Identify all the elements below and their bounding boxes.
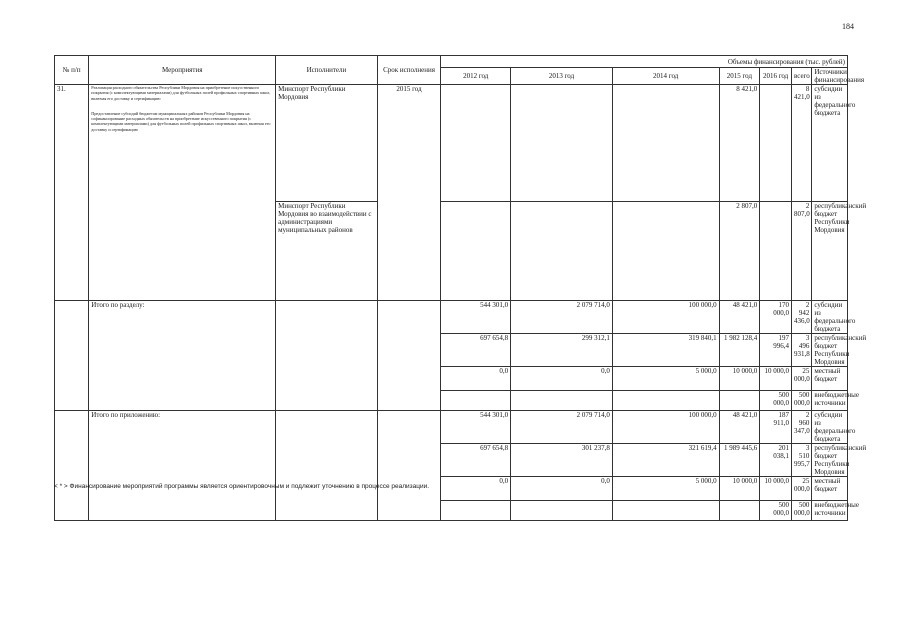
appendix-r3-source: местный бюджет xyxy=(812,477,848,501)
appendix-r3-2016: 10 000,0 xyxy=(760,477,792,501)
appendix-r3-2012: 0,0 xyxy=(441,477,511,501)
appendix-r2-source: республиканский бюджет Республики Мордовия xyxy=(812,444,848,477)
section-r3-2016: 10 000,0 xyxy=(760,367,792,391)
section-r3-2012: 0,0 xyxy=(441,367,511,391)
header-2014: 2014 год xyxy=(612,68,719,85)
footnote: < * > Финансирование мероприятий программы является ориентировочным и подлежит уточнению в процессе реализации. xyxy=(54,483,430,490)
section-r4-2016: 500 000,0 xyxy=(760,391,792,411)
appendix-r3-2014: 5 000,0 xyxy=(612,477,719,501)
header-volumes: Объемы финансирования (тыс. рублей) xyxy=(441,56,848,68)
section-r3-source: местный бюджет xyxy=(812,367,848,391)
section-r4-total: 500 000,0 xyxy=(791,391,811,411)
header-sources: Источники финансирования xyxy=(812,68,848,85)
appendix-r1-2015: 48 421,0 xyxy=(719,411,760,444)
item31-row2-source: республиканский бюджет Республики Мордовия xyxy=(812,202,848,301)
section-r4-2015 xyxy=(719,391,760,411)
appendix-r1-2014: 100 000,0 xyxy=(612,411,719,444)
appendix-r1-source: субсидии из федерального бюджета xyxy=(812,411,848,444)
page-number: 184 xyxy=(842,22,854,31)
section-r1-source: субсидии из федерального бюджета xyxy=(812,301,848,334)
appendix-r2-2016: 201 038,1 xyxy=(760,444,792,477)
appendix-r4-2014 xyxy=(612,501,719,521)
item31-row2-2015: 2 807,0 xyxy=(719,202,760,301)
section-r2-total: 3 496 931,8 xyxy=(791,334,811,367)
appendix-total-label: Итого по приложению: xyxy=(89,411,276,521)
item31-row1-2015: 8 421,0 xyxy=(719,85,760,202)
item31-row1-source: субсидии из федерального бюджета xyxy=(812,85,848,202)
appendix-r1-2012: 544 301,0 xyxy=(441,411,511,444)
appendix-r4-2016: 500 000,0 xyxy=(760,501,792,521)
appendix-r3-total: 25 000,0 xyxy=(791,477,811,501)
appendix-r3-2015: 10 000,0 xyxy=(719,477,760,501)
appendix-r2-2012: 697 654,8 xyxy=(441,444,511,477)
header-executors: Исполнители xyxy=(276,56,378,85)
section-total-label: Итого по разделу: xyxy=(89,301,276,411)
item31-deadline: 2015 год xyxy=(377,85,441,301)
section-r4-2014 xyxy=(612,391,719,411)
financing-table xyxy=(54,55,867,521)
section-r2-source: республиканский бюджет Республики Мордовия xyxy=(812,334,848,367)
section-r3-2013: 0,0 xyxy=(511,367,613,391)
section-r3-2014: 5 000,0 xyxy=(612,367,719,391)
header-total: всего xyxy=(791,68,811,85)
section-r4-2013 xyxy=(511,391,613,411)
item31-row1 xyxy=(55,85,848,202)
item31-measure-p1: Реализация расходного обязательства Республики Мордовия на приобретение искусственного покрытия (с комплектующими материалами) для футбольных полей профильных спортивных школ, включая его доставку и сертификацию xyxy=(91,85,271,101)
appendix-r2-2015: 1 989 445,6 xyxy=(719,444,760,477)
appendix-r2-2014: 321 619,4 xyxy=(612,444,719,477)
appendix-r1-2016: 187 911,0 xyxy=(760,411,792,444)
appendix-r1-2013: 2 079 714,0 xyxy=(511,411,613,444)
section-total-row1 xyxy=(55,301,848,334)
section-r2-2016: 197 996,4 xyxy=(760,334,792,367)
appendix-r1-total: 2 960 347,0 xyxy=(791,411,811,444)
appendix-r4-total: 500 000,0 xyxy=(791,501,811,521)
header-deadline: Срок исполнения xyxy=(377,56,441,85)
appendix-r2-total: 3 510 995,7 xyxy=(791,444,811,477)
section-r2-2012: 697 654,8 xyxy=(441,334,511,367)
header-measures: Мероприятия xyxy=(89,56,276,85)
item31-row1-total: 8 421,0 xyxy=(791,85,811,202)
header-2016: 2016 год xyxy=(760,68,792,85)
header-2012: 2012 год xyxy=(441,68,511,85)
appendix-r3-2013: 0,0 xyxy=(511,477,613,501)
section-r4-source: внебюджетные источники xyxy=(812,391,848,411)
header-2015: 2015 год xyxy=(719,68,760,85)
item31-num: 31. xyxy=(55,85,89,301)
section-r4-2012 xyxy=(441,391,511,411)
section-r2-2014: 319 840,1 xyxy=(612,334,719,367)
item31-measure xyxy=(89,85,276,301)
section-r1-2012: 544 301,0 xyxy=(441,301,511,334)
section-r1-2013: 2 079 714,0 xyxy=(511,301,613,334)
appendix-r4-source: внебюджетные источники xyxy=(812,501,848,521)
item31-executor2: Минспорт Республики Мордовия во взаимодействии с администрациями муниципальных районов xyxy=(276,202,378,301)
appendix-r4-2012 xyxy=(441,501,511,521)
appendix-r2-2013: 301 237,8 xyxy=(511,444,613,477)
section-r1-total: 2 942 436,0 xyxy=(791,301,811,334)
section-r2-2015: 1 982 128,4 xyxy=(719,334,760,367)
section-r1-2014: 100 000,0 xyxy=(612,301,719,334)
appendix-r4-2015 xyxy=(719,501,760,521)
section-r1-2015: 48 421,0 xyxy=(719,301,760,334)
appendix-total-row1 xyxy=(55,411,848,444)
section-r3-total: 25 000,0 xyxy=(791,367,811,391)
header-row-top xyxy=(55,56,848,68)
item31-executor1: Минспорт Республики Мордовия xyxy=(276,85,378,202)
header-2013: 2013 год xyxy=(511,68,613,85)
section-r2-2013: 299 312,1 xyxy=(511,334,613,367)
appendix-r4-2013 xyxy=(511,501,613,521)
section-r3-2015: 10 000,0 xyxy=(719,367,760,391)
header-num: № п/п xyxy=(55,56,89,85)
section-r1-2016: 170 000,0 xyxy=(760,301,792,334)
item31-row2-total: 2 807,0 xyxy=(791,202,811,301)
item31-measure-p2: Предоставление субсидий бюджетам муниципальных районов Республики Мордовия на софинансирование расходных обязательств на приобретение искусственного покрытия (с комплектующими материалами) для футбольных полей профильных спортивных школ, включая его доставку и сертификацию xyxy=(91,110,271,132)
